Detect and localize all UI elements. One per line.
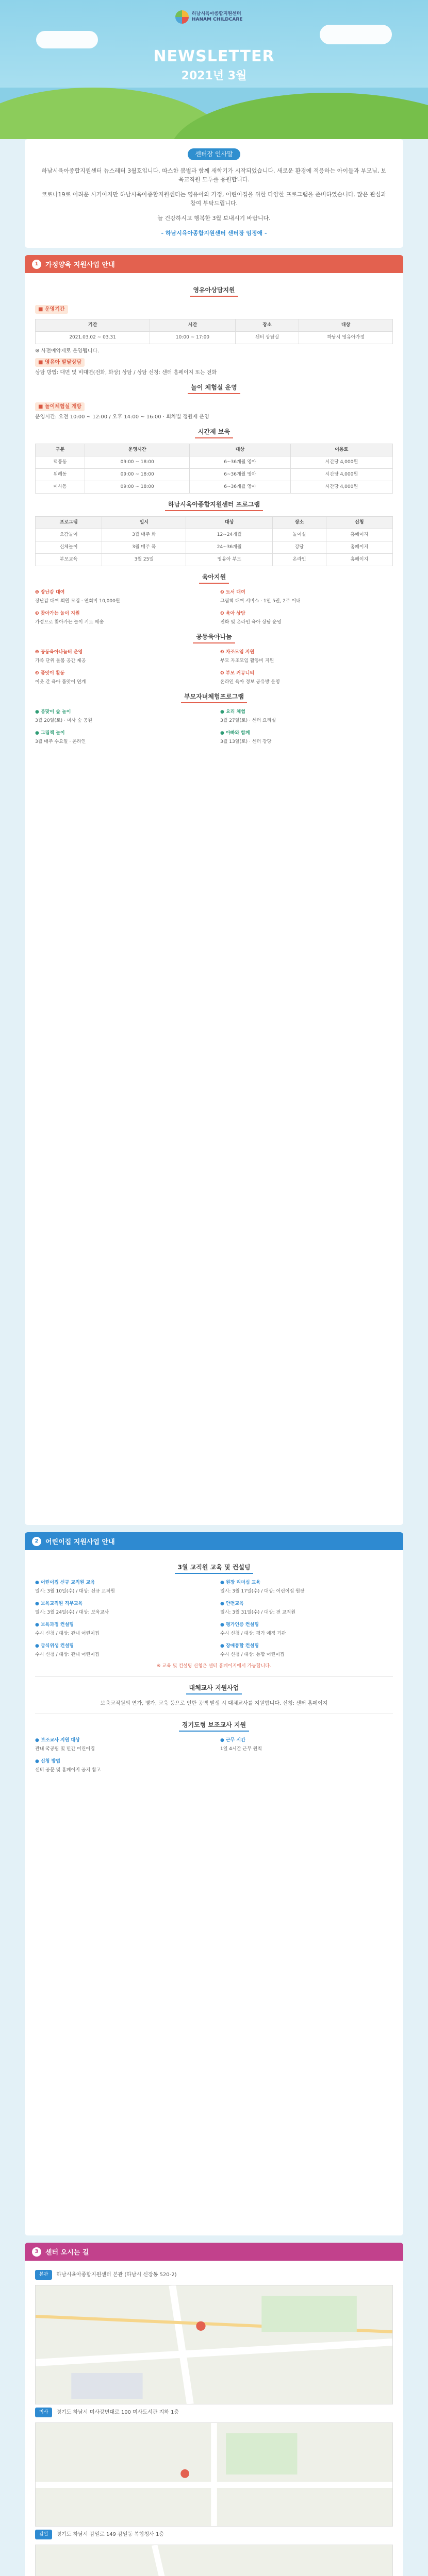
card-text: 1일 4시간 근무 원칙 bbox=[220, 1747, 262, 1752]
table-cell: 미사동 bbox=[36, 481, 85, 494]
logo-english: HANAM CHILDCARE bbox=[192, 17, 243, 22]
schedule-table bbox=[35, 319, 393, 344]
info-text: 상담 방법: 대면 및 비대면(전화, 화상) 상담 / 상담 신청: 센터 홈페이지 또는 전화 bbox=[35, 370, 217, 376]
card-title: ● 근무 시간 bbox=[220, 1738, 245, 1743]
training-note: ※ 교육 및 컨설팅 신청은 센터 홈페이지에서 가능합니다. bbox=[157, 1664, 271, 1669]
location-tag: 미사 bbox=[35, 2408, 52, 2417]
section-number: 2 bbox=[32, 1537, 41, 1546]
subsection-title: 시간제 보육 bbox=[195, 428, 233, 438]
greeting-signature: - 하남시육아종합지원센터 센터장 임정애 - bbox=[161, 230, 267, 236]
subsection-title: 공동육아나눔 bbox=[193, 633, 235, 643]
cloud-illustration bbox=[320, 25, 392, 44]
card-title: ❸ 찾아가는 놀이 지원 bbox=[35, 611, 80, 616]
helper-card bbox=[220, 1737, 393, 1753]
card-text: 이웃 간 육아 품앗이 연계 bbox=[35, 680, 86, 685]
table-cell: 놀이실 bbox=[273, 529, 326, 541]
logo-name: 하남시육아종합지원센터 bbox=[192, 11, 241, 16]
table-cell: 부모교육 bbox=[36, 554, 102, 566]
card-title: ❷ 도서 대여 bbox=[220, 590, 245, 595]
card-title: ● 보육교직원 직무교육 bbox=[35, 1601, 83, 1606]
table-row bbox=[36, 529, 393, 541]
card-title: ● 어린이집 신규 교직원 교육 bbox=[35, 1580, 95, 1585]
card-text: 온라인 육아 정보 공유방 운영 bbox=[220, 680, 280, 685]
section-header bbox=[25, 2243, 403, 2261]
table-row bbox=[36, 481, 393, 494]
card-text: 부모 자조모임 활동비 지원 bbox=[220, 658, 274, 664]
table-header: 대상 bbox=[186, 517, 273, 529]
section-directions bbox=[25, 2243, 403, 2576]
table-cell: 6~36개월 영아 bbox=[190, 469, 290, 481]
table-row bbox=[36, 554, 393, 566]
greeting-paragraph: 코로나19로 어려운 시기이지만 하남시육아종합지원센터는 영유아와 가정, 어린이집을 위한 다양한 프로그램을 준비하였습니다. 많은 관심과 참여 부탁드립니다. bbox=[41, 191, 387, 207]
card-title: ● 안전교육 bbox=[220, 1601, 244, 1606]
card-text: 가정으로 찾아가는 놀이 키트 배송 bbox=[35, 620, 104, 625]
card-title: ● 원장 리더십 교육 bbox=[220, 1580, 261, 1585]
address-text: 경기도 하남시 감일로 149 감일동 복합청사 1층 bbox=[56, 2532, 164, 2537]
card-title: ● 장애통합 컨설팅 bbox=[220, 1643, 259, 1649]
table-cell: 신체놀이 bbox=[36, 541, 102, 554]
card-text: 가족 단위 돌봄 공간 제공 bbox=[35, 658, 86, 664]
training-card[interactable] bbox=[35, 1621, 208, 1637]
training-card[interactable] bbox=[220, 1621, 393, 1637]
section-number: 3 bbox=[32, 2247, 41, 2257]
table-header: 이용료 bbox=[290, 444, 392, 456]
info-text: 보육교직원의 연가, 병가, 교육 등으로 인한 공백 발생 시 대체교사를 지원합니다. 신청: 센터 홈페이지 bbox=[100, 1701, 328, 1706]
table-cell: 위례동 bbox=[36, 469, 85, 481]
experience-card bbox=[220, 730, 393, 745]
greeting-paragraph: 하남시육아종합지원센터 뉴스레터 3월호입니다. 따스한 봄볕과 함께 새학기가 시작되었습니다. 새로운 환경에 적응하는 아이들과 부모님, 보육교직원 모두를 응원합니다. bbox=[41, 167, 387, 183]
training-card[interactable] bbox=[35, 1642, 208, 1658]
hero-banner bbox=[0, 0, 428, 139]
card-title: ● 보육과정 컨설팅 bbox=[35, 1622, 74, 1628]
table-cell: 09:00 ~ 18:00 bbox=[85, 481, 190, 494]
card-title: ● 요리 체험 bbox=[220, 709, 245, 715]
table-cell: 10:00 ~ 17:00 bbox=[150, 332, 235, 344]
section-number: 1 bbox=[32, 260, 41, 269]
hourly-care-table bbox=[35, 444, 393, 494]
info-text: 운영시간: 오전 10:00 ~ 12:00 / 오후 14:00 ~ 16:00 · 회차별 정원제 운영 bbox=[35, 414, 209, 420]
table-header: 장소 bbox=[235, 319, 299, 332]
section-title: 센터 오시는 길 bbox=[45, 2249, 89, 2257]
table-row bbox=[36, 332, 393, 344]
card-title: ● 그림책 놀이 bbox=[35, 731, 65, 736]
table-cell: 센터 상담실 bbox=[235, 332, 299, 344]
card-text: 일시: 3월 10일(수) / 대상: 신규 교직원 bbox=[35, 1589, 115, 1594]
card-text: 3월 20일(토) · 미사 숲 공원 bbox=[35, 718, 92, 723]
table-cell: 12~24개월 bbox=[186, 529, 273, 541]
table-header: 일시 bbox=[102, 517, 186, 529]
table-row bbox=[36, 469, 393, 481]
card-text: 3월 매주 수요일 · 온라인 bbox=[35, 739, 86, 744]
card-text: 일시: 3월 24일(수) / 대상: 보육교사 bbox=[35, 1610, 109, 1615]
card-text: 센터 공문 및 홈페이지 공지 참고 bbox=[35, 1768, 101, 1773]
experience-card bbox=[35, 730, 208, 745]
info-label: ■ 영유아 발달상담 bbox=[35, 358, 85, 367]
card-title: ● 신청 방법 bbox=[35, 1759, 60, 1764]
card-title: ❷ 자조모임 지원 bbox=[220, 650, 255, 655]
card-title: ● 평가인증 컨설팅 bbox=[220, 1622, 259, 1628]
table-header: 구분 bbox=[36, 444, 85, 456]
table-header: 운영시간 bbox=[85, 444, 190, 456]
table-cell: 덕풍동 bbox=[36, 456, 85, 469]
newsletter-title: NEWSLETTER bbox=[153, 47, 275, 65]
card-text: 수시 신청 / 대상: 통합 어린이집 bbox=[220, 1652, 285, 1657]
subsection-title: 부모자녀체험프로그램 bbox=[181, 693, 247, 703]
map-misa[interactable] bbox=[35, 2422, 393, 2527]
helper-card bbox=[35, 1758, 208, 1774]
sharing-card bbox=[220, 670, 393, 686]
subsection-title: 육아지원 bbox=[199, 573, 229, 584]
greeting-badge: 센터장 인사말 bbox=[188, 148, 240, 160]
helper-card-grid bbox=[35, 1737, 393, 1774]
table-cell: 하남시 영유아가정 bbox=[299, 332, 393, 344]
card-text: 전화 및 온라인 육아 상담 운영 bbox=[220, 620, 282, 625]
table-cell: 시간당 4,000원 bbox=[290, 469, 392, 481]
table-cell: 온라인 bbox=[273, 554, 326, 566]
table-cell[interactable]: 홈페이지 bbox=[326, 554, 392, 566]
subsection-title: 하남시육아종합지원센터 프로그램 bbox=[165, 501, 263, 511]
section-header bbox=[25, 1532, 403, 1550]
map-gamil[interactable] bbox=[35, 2545, 393, 2576]
info-label: ■ 운영기간 bbox=[35, 305, 68, 314]
address-row bbox=[35, 2530, 393, 2539]
card-title: ❶ 공동육아나눔터 운영 bbox=[35, 650, 83, 655]
table-cell: 6~36개월 영아 bbox=[190, 456, 290, 469]
map-pin-icon: ● bbox=[180, 2467, 190, 2480]
address-text: 하남시육아종합지원센터 본관 (하남시 신장동 520-2) bbox=[56, 2272, 177, 2278]
card-title: ● 봄맞이 숲 놀이 bbox=[35, 709, 71, 715]
experience-card bbox=[35, 708, 208, 724]
card-text: 관내 국공립 및 민간 어린이집 bbox=[35, 1747, 95, 1752]
section-daycare-support bbox=[25, 1532, 403, 2235]
divider bbox=[35, 1676, 393, 1677]
card-text: 수시 신청 / 대상: 관내 어린이집 bbox=[35, 1652, 100, 1657]
table-note: ※ 사전예약제로 운영됩니다. bbox=[35, 348, 100, 354]
address-text: 경기도 하남시 미사강변대로 100 미사도서관 지하 1층 bbox=[56, 2410, 179, 2415]
address-row bbox=[35, 2408, 393, 2417]
card-title: ● 아빠와 함께 bbox=[220, 731, 250, 736]
card-text: 그림책 대여 서비스 · 1인 5권, 2주 이내 bbox=[220, 599, 301, 604]
section-title: 가정양육 지원사업 안내 bbox=[45, 261, 115, 269]
table-header: 기간 bbox=[36, 319, 150, 332]
hill-illustration bbox=[170, 93, 428, 139]
table-cell: 2021.03.02 ~ 03.31 bbox=[36, 332, 150, 344]
table-cell: 시간당 4,000원 bbox=[290, 481, 392, 494]
card-text: 3월 27일(토) · 센터 요리실 bbox=[220, 718, 276, 723]
support-card bbox=[35, 589, 208, 605]
table-cell: 3월 25일 bbox=[102, 554, 186, 566]
card-text: 수시 신청 / 대상: 평가 예정 기관 bbox=[220, 1631, 286, 1636]
table-header: 대상 bbox=[190, 444, 290, 456]
support-card bbox=[220, 610, 393, 626]
training-card[interactable] bbox=[220, 1579, 393, 1595]
table-cell: 강당 bbox=[273, 541, 326, 554]
location-tag: 감일 bbox=[35, 2530, 52, 2539]
logo-mark-icon bbox=[175, 10, 189, 24]
location-tag: 본관 bbox=[35, 2270, 52, 2280]
table-header: 대상 bbox=[299, 319, 393, 332]
section-title: 어린이집 지원사업 안내 bbox=[45, 1538, 115, 1546]
center-logo[interactable] bbox=[175, 8, 253, 26]
table-cell: 오감놀이 bbox=[36, 529, 102, 541]
table-cell: 24~36개월 bbox=[186, 541, 273, 554]
map-pin-icon: ● bbox=[195, 2318, 206, 2332]
table-header: 장소 bbox=[273, 517, 326, 529]
map-illustration bbox=[36, 2545, 392, 2576]
map-illustration bbox=[36, 2423, 392, 2526]
map-illustration bbox=[36, 2285, 392, 2404]
table-cell: 6~36개월 영아 bbox=[190, 481, 290, 494]
table-cell: 09:00 ~ 18:00 bbox=[85, 469, 190, 481]
sharing-card bbox=[35, 670, 208, 686]
training-card-grid bbox=[35, 1579, 393, 1658]
card-title: ● 급식위생 컨설팅 bbox=[35, 1643, 74, 1649]
card-text: 수시 신청 / 대상: 관내 어린이집 bbox=[35, 1631, 100, 1636]
card-title: ❹ 부모 커뮤니티 bbox=[220, 671, 255, 676]
sharing-card bbox=[220, 649, 393, 665]
card-text: 일시: 3월 17일(수) / 대상: 어린이집 원장 bbox=[220, 1589, 305, 1594]
helper-card bbox=[35, 1737, 208, 1753]
table-cell: 시간당 4,000원 bbox=[290, 456, 392, 469]
sharing-card-grid bbox=[35, 649, 393, 686]
table-row bbox=[36, 541, 393, 554]
map-main[interactable] bbox=[35, 2285, 393, 2404]
table-header: 시간 bbox=[150, 319, 235, 332]
greeting-box bbox=[25, 139, 403, 248]
cloud-illustration bbox=[36, 31, 98, 48]
card-title: ❹ 육아 상담 bbox=[220, 611, 245, 616]
card-text: 일시: 3월 31일(수) / 대상: 전 교직원 bbox=[220, 1610, 296, 1615]
table-cell: 3월 매주 화 bbox=[102, 529, 186, 541]
subsection-title: 경기도형 보조교사 지원 bbox=[179, 1721, 249, 1732]
table-cell[interactable]: 홈페이지 bbox=[326, 541, 392, 554]
table-row bbox=[36, 456, 393, 469]
greeting-paragraph: 늘 건강하시고 행복한 3월 보내시기 바랍니다. bbox=[157, 215, 271, 222]
table-cell[interactable]: 홈페이지 bbox=[326, 529, 392, 541]
subsection-title: 3월 교직원 교육 및 컨설팅 bbox=[175, 1564, 254, 1574]
training-card[interactable] bbox=[35, 1579, 208, 1595]
section-header bbox=[25, 255, 403, 273]
card-text: 장난감 대여 회원 모집 · 연회비 10,000원 bbox=[35, 599, 120, 604]
training-card[interactable] bbox=[220, 1600, 393, 1616]
newsletter-date: 2021년 3월 bbox=[181, 70, 247, 82]
table-cell: 3월 매주 목 bbox=[102, 541, 186, 554]
table-header: 신청 bbox=[326, 517, 392, 529]
subsection-title: 대체교사 지원사업 bbox=[186, 1684, 242, 1694]
card-title: ● 보조교사 지원 대상 bbox=[35, 1738, 80, 1743]
section-home-care bbox=[25, 255, 403, 1525]
table-cell: 영유아 부모 bbox=[186, 554, 273, 566]
training-card[interactable] bbox=[35, 1600, 208, 1616]
subsection-title: 영유아상담지원 bbox=[190, 286, 238, 297]
table-header: 프로그램 bbox=[36, 517, 102, 529]
experience-card-grid bbox=[35, 708, 393, 745]
info-label: ■ 놀이체험실 개방 bbox=[35, 402, 85, 411]
card-title: ❶ 장난감 대여 bbox=[35, 590, 65, 595]
program-table bbox=[35, 516, 393, 566]
table-cell: 09:00 ~ 18:00 bbox=[85, 456, 190, 469]
sharing-card bbox=[35, 649, 208, 665]
support-card-grid bbox=[35, 589, 393, 626]
card-title: ❸ 품앗이 활동 bbox=[35, 671, 65, 676]
address-row bbox=[35, 2270, 393, 2280]
experience-card bbox=[220, 708, 393, 724]
training-card[interactable] bbox=[220, 1642, 393, 1658]
support-card bbox=[220, 589, 393, 605]
card-text: 3월 13일(토) · 센터 강당 bbox=[220, 739, 272, 744]
subsection-title: 놀이 체험실 운영 bbox=[188, 384, 240, 394]
support-card bbox=[35, 610, 208, 626]
